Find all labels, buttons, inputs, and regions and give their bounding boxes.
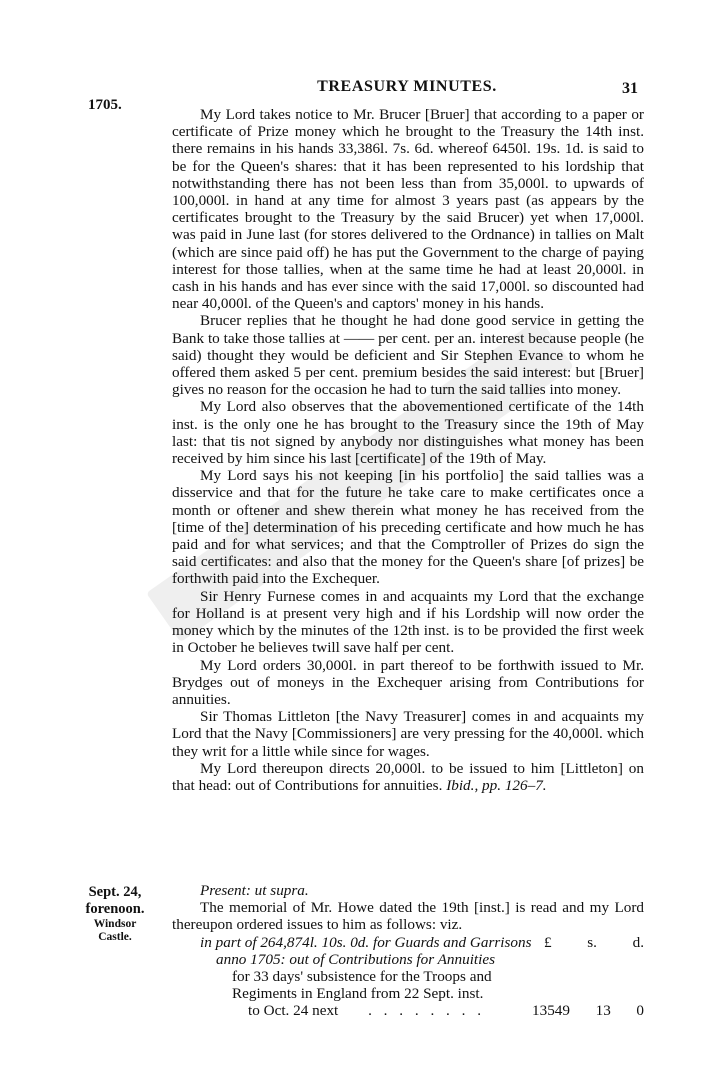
- margin-date: Sept. 24,: [88, 884, 142, 900]
- source-citation: Ibid., pp. 126–7.: [446, 776, 547, 794]
- paragraph-tallies-disservice: My Lord says his not keeping [in his portfolio] the said tallies was a disservice and that for the future he take care to make certificates once a month or oftener and shew therein what money he has received from the [time of the] determination of his preceding certificate and how much he has paid and for what services; and that the Comptroller of Prizes do sign the said certificates: and also that the money for the Queen's share [of prizes] be forthwith paid into the Exchequer.: [172, 467, 644, 588]
- grant-line-3: for 33 days' subsistence for the Troops and: [232, 968, 492, 986]
- amount-shillings: 13: [595, 1002, 611, 1020]
- shillings-header: s.: [587, 933, 597, 951]
- minutes-body: [172, 106, 644, 794]
- margin-place-line1: Windsor: [93, 918, 137, 930]
- amount-pounds: 13549: [532, 1002, 570, 1020]
- paragraph-brydges-order: My Lord orders 30,000l. in part thereof to be forthwith issued to Mr. Brydges out of moneys in the Exchequer arising from Contributions for annuities.: [172, 656, 644, 708]
- margin-date-block: [80, 884, 150, 943]
- paragraph-littleton-directs-text: My Lord thereupon directs 20,000l. to be issued to him [Littleton] on that head: out of Contributions for annuities.: [172, 759, 644, 794]
- paragraph-furnese-exchange: Sir Henry Furnese comes in and acquaints my Lord that the exchange for Holland is at present very high and if his Lordship will now order the money which by the minutes of the 12th inst. is to be provided the first week in October he believes twill save half per cent.: [172, 587, 644, 657]
- grant-line-4: Regiments in England from 22 Sept. inst.: [232, 985, 484, 1003]
- grant-line-1: in part of 264,874l. 10s. 0d. for Guards and Garrisons: [200, 933, 532, 951]
- money-column-headers: [544, 934, 644, 951]
- grant-entry: [172, 934, 644, 1020]
- grant-line-2: anno 1705: out of Contributions for Annuities: [216, 950, 496, 968]
- present-line: Present: ut supra.: [200, 882, 309, 899]
- grant-amount: [532, 1002, 644, 1019]
- paragraph-littleton-directs: [172, 760, 644, 794]
- paragraph-certificate-observation: My Lord also observes that the abovementioned certificate of the 14th inst. is the only one he has brought to the Treasury since the 19th of May last: that tis not signed by anybody nor distinguishes what money has been received by him since his last [certificate] of the 19th of May.: [172, 398, 644, 468]
- paragraph-brucer-notice: My Lord takes notice to Mr. Brucer [Bruer] that according to a paper or certificate of Prize money which he brought to the Treasury the 14th inst. there remains in his hands 33,386l. 7s. 6d. whereof 6450l. 19s. 1d. is said to be for the Queen's shares: that it has been represented to his lordship that notwithstanding there has not been less than from 35,000l. to upwards of 100,000l. in hand at any time for almost 3 years past (as appears by the certificates brought to the Treasury by the said Brucer) yet when 17,000l. was paid in June last (for stores delivered to the Ordnance) in tallies on Malt (which are since paid off) he has put the Government to the charge of paying interest for those tallies, when at the same time he had at least 20,000l. in cash in his hands and has ever since with the said 17,000l. so discounted had near 40,000l. of the Queen's and captors' money in his hands.: [172, 106, 644, 313]
- page-number: 31: [622, 80, 638, 97]
- leader-dots: . . . . . . . .: [368, 1002, 486, 1020]
- grant-line-5-text: to Oct. 24 next: [248, 1002, 339, 1020]
- margin-place-line2: Castle.: [98, 930, 132, 943]
- margin-year: 1705.: [88, 97, 122, 113]
- paragraph-brucer-reply: Brucer replies that he thought he had done good service in getting the Bank to take those tallies at —— per cent. per an. interest because people (he said) thought they would be deficient and Sir Stephen Evance to whom he offered them asked 5 per cent. premium besides the said interest: but [Bruer] gives no reason for the occasion he had to turn the said tallies into money.: [172, 312, 644, 399]
- amount-pence: 0: [636, 1002, 644, 1020]
- pence-header: d.: [632, 933, 644, 951]
- margin-time: forenoon.: [85, 901, 145, 917]
- section-sept-24: [172, 882, 644, 1020]
- memorial-paragraph: The memorial of Mr. Howe dated the 19th [inst.] is read and my Lord thereupon ordered issues to him as follows: viz.: [172, 899, 644, 934]
- pounds-header: £: [544, 933, 552, 951]
- running-head-title: TREASURY MINUTES.: [317, 78, 497, 95]
- paragraph-littleton-navy: Sir Thomas Littleton [the Navy Treasurer] comes in and acquaints my Lord that the Navy [Commissioners] are very pressing for the 40,000l. which they writ for a little while since for wages.: [172, 708, 644, 760]
